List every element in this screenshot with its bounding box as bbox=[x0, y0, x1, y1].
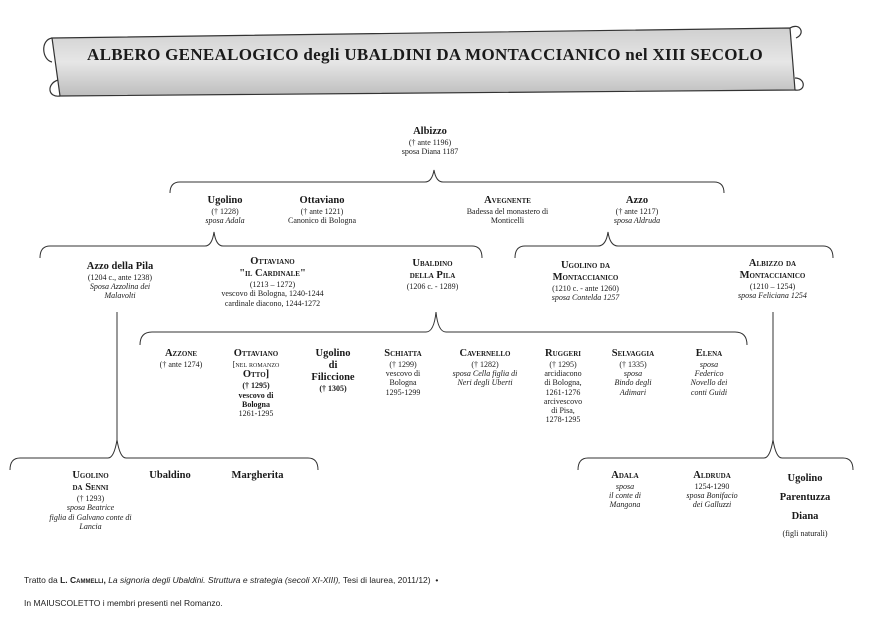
node-name: Aldruda bbox=[693, 470, 731, 481]
node-dates: († 1295) bbox=[242, 381, 270, 391]
node-cavernello bbox=[440, 348, 530, 388]
node-name: Elena bbox=[695, 348, 723, 359]
node-spouse-cont: Adimari bbox=[619, 387, 647, 397]
node-dates: 1254-1290 bbox=[694, 482, 730, 492]
node-dates: (1206 c. - 1289) bbox=[406, 282, 459, 292]
node-role: arcidiacono bbox=[544, 369, 582, 379]
node-role-cont: Bologna bbox=[241, 399, 270, 409]
node-name: Albizzo bbox=[413, 126, 447, 137]
node-dates: († 1295) bbox=[549, 360, 577, 370]
node-albizzo-da-montaccianico bbox=[715, 258, 830, 301]
node-spouse: sposa Bonifacio bbox=[686, 491, 738, 501]
node-name: Schiatta bbox=[384, 348, 422, 359]
node-name: Ugolino bbox=[207, 195, 243, 206]
node-ugolino-di-filiccione bbox=[300, 348, 366, 393]
node-role-dates: 1261-1295 bbox=[238, 408, 274, 418]
node-spouse: Sposa Azzolina dei bbox=[89, 282, 151, 292]
node-name: Ubaldino bbox=[412, 258, 453, 269]
node-name: Margherita bbox=[231, 470, 284, 481]
node-spouse-cont: Neri degli Uberti bbox=[457, 378, 513, 388]
node-spouse: sposa Diana 1187 bbox=[401, 147, 459, 157]
node-name: Azzo della Pila bbox=[86, 261, 154, 272]
node-spouse: sposa Beatrice bbox=[66, 503, 115, 513]
node-name: Azzone bbox=[164, 348, 198, 359]
node-ubaldino-della-pila bbox=[385, 258, 480, 291]
node-dates: († ante 1196) bbox=[408, 138, 452, 148]
source-citation bbox=[24, 575, 624, 585]
node-name: Azzo bbox=[625, 195, 649, 206]
legend-note: In MAIUSCOLETTO i membri presenti nel Romanzo. bbox=[24, 598, 223, 608]
node-note: (figli naturali) bbox=[782, 528, 828, 538]
node-spouse: sposa Aldruda bbox=[613, 216, 661, 226]
node-dates: († ante 1217) bbox=[615, 207, 659, 217]
node-albizzo bbox=[370, 126, 490, 156]
node-name: Ottaviano bbox=[233, 348, 279, 359]
node-selvaggia bbox=[600, 348, 666, 397]
node-elena bbox=[676, 348, 742, 397]
node-dates: († 1228) bbox=[211, 207, 239, 217]
node-epithet: "il Cardinale" bbox=[239, 268, 306, 280]
node-note: [nel romanzo bbox=[232, 360, 280, 370]
node-spouse-cont: Malavolti bbox=[104, 291, 136, 301]
node-spouse-cont: Federico bbox=[694, 369, 724, 379]
node-spouse-cont: Lancia bbox=[79, 521, 102, 531]
node-name-cont: Filiccione bbox=[311, 372, 355, 384]
node-role-cont: di Bologna, bbox=[544, 378, 582, 388]
node-name: Ubaldino bbox=[149, 470, 191, 481]
node-spouse-cont: Novello dei bbox=[690, 378, 728, 388]
node-dates: († 1335) bbox=[619, 360, 647, 370]
node-name: Avegnente bbox=[484, 195, 531, 206]
node-name: Ottaviano bbox=[299, 195, 345, 206]
node-spouse: sposa Contelda 1257 bbox=[551, 293, 620, 303]
bullet-icon: • bbox=[432, 575, 439, 585]
node-dates: (1210 c. - ante 1260) bbox=[552, 284, 619, 294]
node-role: vescovo di bbox=[385, 369, 421, 379]
node-name: Ugolino da bbox=[560, 260, 611, 271]
node-role: Badessa del monastero di bbox=[466, 207, 549, 217]
node-name-cont: di bbox=[328, 360, 338, 372]
citation-work: La signoria degli Ubaldini. Struttura e strategia (secoli XI-XIII), bbox=[108, 575, 341, 585]
node-role-cont: Monticelli bbox=[490, 216, 525, 226]
node-avegnente bbox=[445, 195, 570, 225]
node-spouse: sposa bbox=[615, 482, 635, 492]
node-role: Canonico di Bologna bbox=[288, 216, 356, 226]
node-alias: Otto] bbox=[242, 369, 270, 381]
node-dates: († ante 1274) bbox=[159, 360, 203, 370]
node-role-cont: cardinale diacono, 1244-1272 bbox=[224, 298, 321, 308]
node-figli-naturali bbox=[760, 470, 850, 541]
node-dates: (1213 – 1272) bbox=[249, 280, 296, 290]
node-role-dates: 1295-1299 bbox=[385, 387, 421, 397]
node-name: Ugolino bbox=[315, 348, 351, 359]
node-dates: († 1299) bbox=[389, 360, 417, 370]
node-name: Cavernello bbox=[459, 348, 511, 359]
node-dates: († ante 1221) bbox=[300, 207, 344, 217]
node-dates: († 1305) bbox=[319, 384, 347, 394]
node-name: Ottaviano bbox=[250, 256, 295, 267]
node-role-cont: Bologna bbox=[389, 378, 417, 388]
node-ottaviano-cardinale bbox=[200, 256, 345, 308]
citation-rest: Tesi di laurea, 2011/12) bbox=[342, 575, 431, 585]
citation-author: L. Cammelli, bbox=[60, 575, 106, 585]
node-spouse: sposa bbox=[623, 369, 643, 379]
node-name: Adala bbox=[611, 470, 639, 481]
node-dates: (1204 c., ante 1238) bbox=[87, 273, 153, 283]
node-name: Albizzo da bbox=[748, 258, 797, 269]
node-ottaviano-canonico bbox=[262, 195, 382, 225]
node-aldruda bbox=[670, 470, 754, 510]
node-spouse-cont: figlia di Galvano conte di bbox=[49, 512, 132, 522]
node-name-cont: Montaccianico bbox=[739, 270, 806, 282]
node-azzo-della-pila bbox=[65, 261, 175, 301]
node-name: Selvaggia bbox=[611, 348, 655, 359]
node-role2-cont: di Pisa, bbox=[551, 406, 575, 415]
node-azzo bbox=[592, 195, 682, 225]
node-name: Ruggeri bbox=[545, 348, 581, 359]
node-spouse-cont: dei Galluzzi bbox=[692, 500, 732, 510]
node-ugolino bbox=[180, 195, 270, 225]
node-azzone bbox=[150, 348, 212, 369]
node-spouse: sposa bbox=[699, 360, 719, 370]
node-name-3: Diana bbox=[791, 510, 819, 522]
node-spouse-cont: Mangona bbox=[609, 500, 641, 510]
node-spouse-cont: Bindo degli bbox=[614, 378, 652, 388]
node-margherita bbox=[220, 470, 295, 482]
node-spouse-cont: conti Guidi bbox=[690, 387, 728, 397]
node-dates: († 1293) bbox=[76, 494, 105, 504]
node-role2: arcivescovo bbox=[543, 396, 583, 406]
node-spouse: sposa Cella figlia di bbox=[452, 369, 518, 379]
citation-prefix: Tratto da bbox=[24, 575, 58, 585]
node-name-cont: della Pila bbox=[409, 270, 456, 282]
page-title: ALBERO GENEALOGICO degli UBALDINI DA MONTACCIANICO nel XIII SECOLO bbox=[87, 45, 763, 64]
node-dates: (1210 – 1254) bbox=[749, 282, 796, 292]
node-spouse-cont: il conte di bbox=[609, 491, 641, 501]
node-role2-dates: 1278-1295 bbox=[545, 415, 581, 425]
node-role-dates: 1261-1276 bbox=[545, 387, 581, 397]
node-spouse: sposa Adala bbox=[205, 216, 245, 226]
node-ruggeri bbox=[530, 348, 596, 424]
node-schiatta bbox=[370, 348, 436, 397]
node-spouse: sposa Feliciana 1254 bbox=[738, 291, 807, 301]
node-name: Ugolino bbox=[72, 470, 109, 481]
node-name-2: Parentuzza bbox=[779, 491, 831, 503]
node-ubaldino bbox=[135, 470, 205, 482]
node-ugolino-da-montaccianico bbox=[528, 260, 643, 303]
node-adala bbox=[592, 470, 658, 510]
node-ottaviano-otto bbox=[220, 348, 292, 418]
node-role: vescovo di bbox=[238, 390, 274, 400]
node-name-cont: Montaccianico bbox=[552, 272, 619, 284]
node-role: vescovo di Bologna, 1240-1244 bbox=[221, 289, 324, 299]
node-dates: († 1282) bbox=[471, 360, 499, 370]
node-name: Ugolino bbox=[787, 473, 823, 484]
node-name-cont: da Senni bbox=[72, 482, 109, 494]
